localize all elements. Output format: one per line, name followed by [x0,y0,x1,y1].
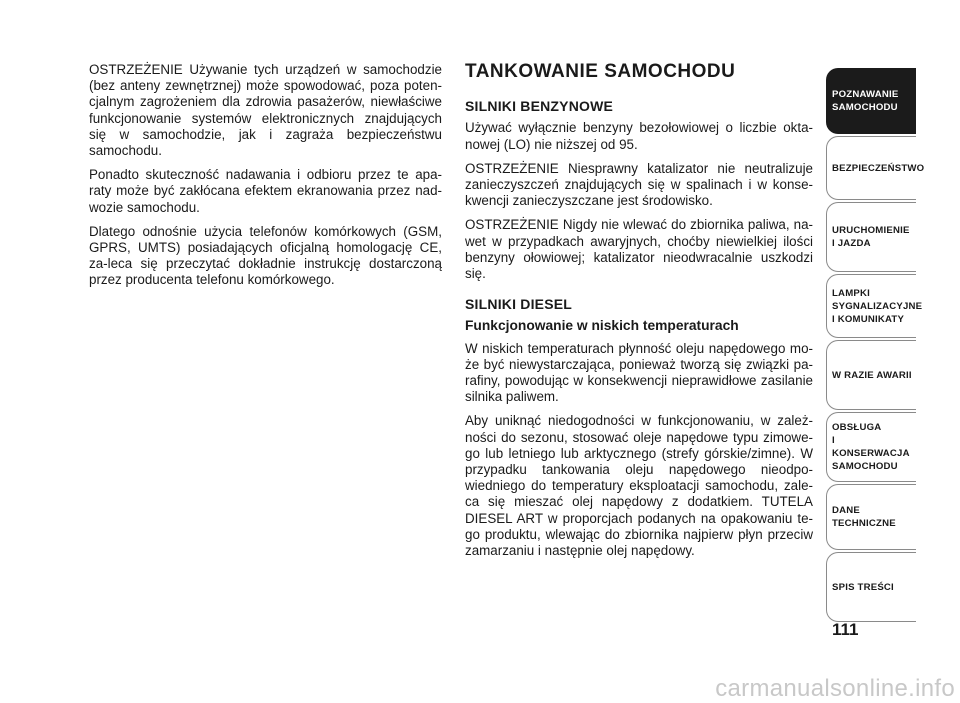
tab-poznawanie-samochodu[interactable]: POZNAWANIE SAMOCHODU [826,68,916,134]
tab-uruchomienie-i-jazda[interactable]: URUCHOMIENIE I JAZDA [826,202,916,272]
page-number: 111 [832,620,859,639]
tab-bezpieczenstwo[interactable]: BEZPIECZEŃSTWO [826,136,916,200]
tab-lampki-sygnalizacyjne[interactable]: LAMPKI SYGNALIZACYJNE I KOMUNIKATY [826,274,916,338]
right-column [465,62,813,567]
petrol-heading: SILNIKI BENZYNOWE [465,98,614,115]
body-paragraph: Aby uniknąć niedogodności w funkcjonowaniu, w zależ-ności do sezonu, stosować oleje napędowe typu zimowe-go lub letniego lub arktycznego (strefy górskie/zimne). W przypadku tankowania oleju napędowego nieodpo-wiedniego do temperatury eksploatacji samochodu, zale-ca się mieszać olej napędowy z dodatkiem. TUTELA DIESEL ART w proporcjach podanych na opakowaniu te-go produktu, wlewając do zbiornika najpierw płyn przeciw zamarzaniu i następnie olej napędowy. [465,413,813,559]
diesel-subheading: Funkcjonowanie w niskich temperaturach [465,318,739,334]
body-paragraph: Ponadto skuteczność nadawania i odbioru przez te apa-raty może być zakłócana efektem ekranowania przez nad-wozie samochodu. [89,167,442,215]
tab-w-razie-awarii[interactable]: W RAZIE AWARII [826,340,916,410]
warning-paragraph: OSTRZEŻENIE Niesprawny katalizator nie neutralizuje zanieczyszczeń znajdujących się w spalinach i w konse-kwencji zanieczyszczane jest środowisko. [465,160,813,209]
warning-paragraph: OSTRZEŻENIE Używanie tych urządzeń w samochodzie (bez anteny zewnętrznej) może spowodować, poza poten-cjalnym zagrożeniem dla zdrowia pasażerów, niewłaściwe funkcjonowanie systemów elektronicznych znajdujących się w samochodzie, jak i zagraża bezpieczeństwu samochodu. [89,62,442,159]
watermark-text: carmanualsonline.info [715,675,955,702]
body-paragraph: Dlatego odnośnie użycia telefonów komórkowych (GSM, GPRS, UMTS) posiadających oficjalną homologację CE, za-leca się przeczytać dokładnie instrukcję dostarczoną przez producenta telefonu komórkowego. [89,223,442,288]
tab-obsluga-i-konserwacja[interactable]: OBSŁUGA I KONSERWACJA SAMOCHODU [826,412,916,482]
body-paragraph: Używać wyłącznie benzyny bezołowiowej o liczbie okta-nowej (LO) nie niższej od 95. [465,120,813,152]
body-paragraph: W niskich temperaturach płynność oleju napędowego mo-że być niewystarczająca, ponieważ tworzą się związki pa-rafiny, powodując w konsekwencji nieprawidłowe zasilanie silnika paliwem. [465,340,813,405]
left-column [89,62,442,297]
section-title: TANKOWANIE SAMOCHODU [465,61,736,82]
chapter-tabs [826,68,925,624]
warning-paragraph: OSTRZEŻENIE Nigdy nie wlewać do zbiornika paliwa, na-wet w przypadkach awaryjnych, choćby niewielkiej ilości benzyny ołowiowej; katalizator nieodwracalnie uszkodzi się. [465,217,813,282]
tab-spis-tresci[interactable]: SPIS TREŚCI [826,552,916,622]
diesel-heading: SILNIKI DIESEL [465,296,573,313]
tab-dane-techniczne[interactable]: DANE TECHNICZNE [826,484,916,550]
